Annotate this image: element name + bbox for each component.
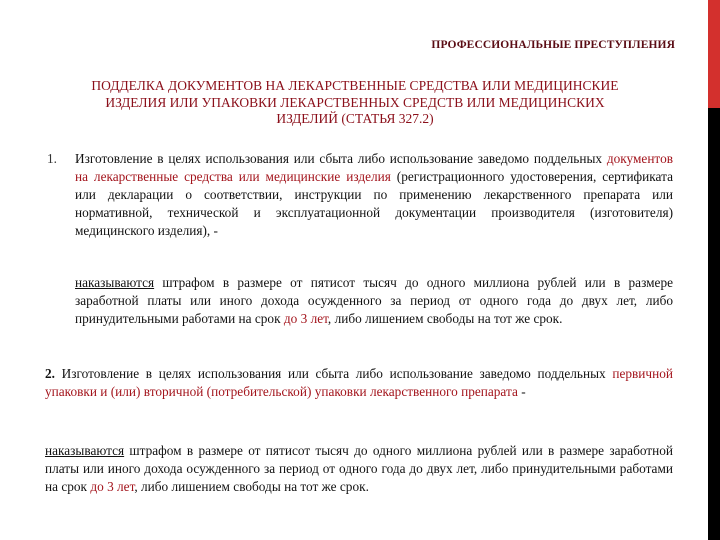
part1-penalty [75, 274, 673, 328]
title-line: ИЗДЕЛИЯ ИЛИ УПАКОВКИ ЛЕКАРСТВЕННЫХ СРЕДСТВ ИЛИ МЕДИЦИНСКИХ [105, 94, 605, 110]
text: Изготовление в целях использования или сбыта либо использование заведомо поддельных [75, 151, 607, 166]
highlight-text: до 3 лет [283, 311, 328, 326]
title-line: ИЗДЕЛИЙ (СТАТЬЯ 327.2) [276, 111, 434, 126]
accent-bar-black [708, 108, 720, 540]
part1-text [75, 150, 673, 240]
text: , либо лишением свободы на тот же срок. [134, 479, 369, 494]
highlight-text: документов на лекарственные средства или медицинские изделия [75, 151, 673, 184]
part2-penalty [45, 442, 673, 496]
part2-text [45, 365, 673, 401]
accent-bar-red [708, 0, 720, 108]
highlight-text: первичной упаковки и (или) вторичной (потребительской) упаковки лекарственного препарата [45, 366, 673, 399]
text: Изготовление в целях использования или сбыта либо использование заведомо поддельных [54, 366, 613, 381]
text: - [517, 384, 526, 399]
text: штрафом в размере от пятисот тысяч до одного миллиона рублей или в размере заработной платы или иного дохода осужденного за период от одного года до двух лет, либо принудительными работами на срок [45, 443, 673, 494]
penalty-verb: наказываются [45, 443, 125, 458]
text: , либо лишением свободы на тот же срок. [327, 311, 563, 326]
text: штрафом в размере от пятисот тысяч до одного миллиона рублей или в размере заработной платы или иного дохода осужденного за период от одного года до двух лет, либо принудительными работами на срок [75, 275, 673, 326]
page-title [50, 78, 660, 128]
highlight-text: до 3 лет [90, 479, 135, 494]
text: (регистрационного удостоверения, сертификата или декларации о соответствии, инструкции по применению лекарственного препарата или нормативной, технической и эксплуатационной документации производителя (изготовителя) медицинского изделия), - [75, 169, 673, 238]
title-line: ПОДДЕЛКА ДОКУМЕНТОВ НА ЛЕКАРСТВЕННЫЕ СРЕДСТВА ИЛИ МЕДИЦИНСКИЕ [91, 78, 619, 93]
part1-number: 1. [47, 151, 57, 166]
part2-number: 2. [45, 366, 55, 381]
section-title: ПРОФЕССИОНАЛЬНЫЕ ПРЕСТУПЛЕНИЯ [431, 39, 675, 51]
penalty-verb: наказываются [75, 275, 155, 290]
